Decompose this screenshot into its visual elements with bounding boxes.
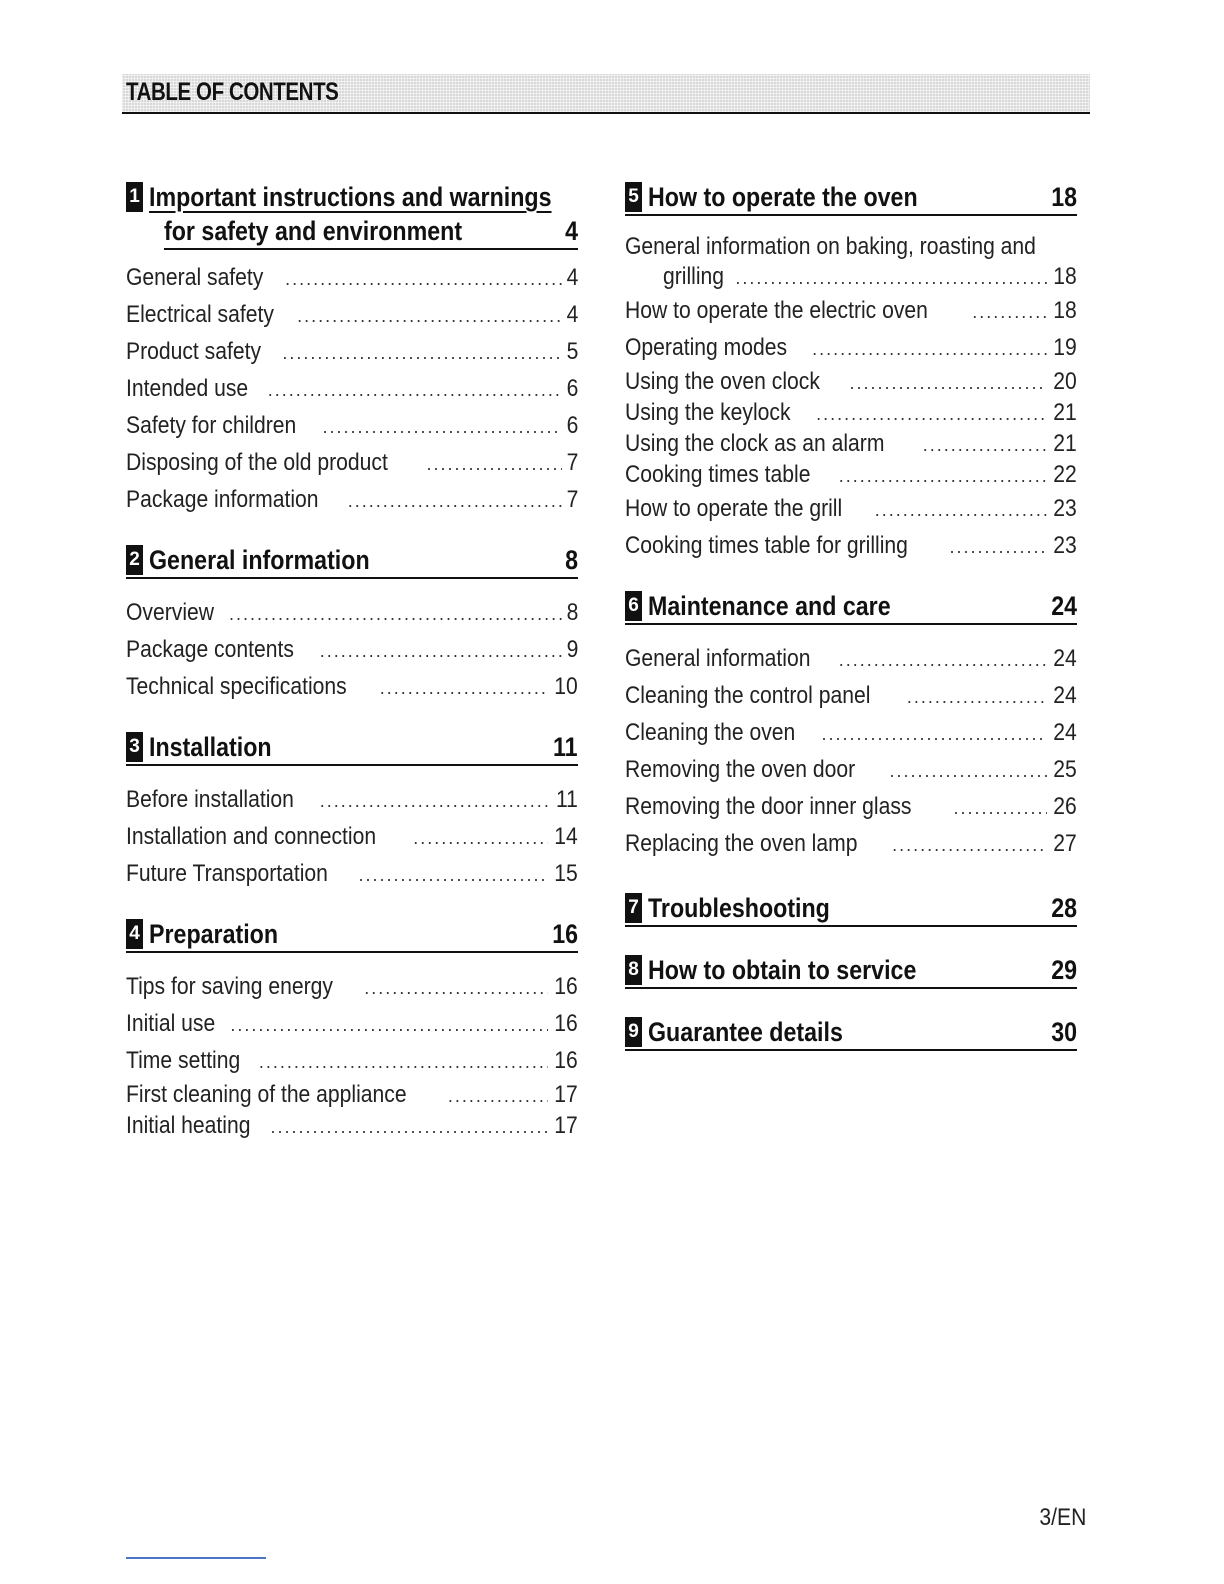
toc-entry[interactable]: [126, 595, 578, 632]
section-number-badge: 8: [625, 955, 642, 985]
entry-label: Product safety: [126, 338, 262, 365]
toc-entry[interactable]: [126, 334, 578, 371]
entry-label: General information: [625, 645, 811, 672]
dot-leader: [229, 597, 562, 632]
dot-leader: [839, 461, 1048, 491]
section-number-badge: 2: [126, 545, 143, 575]
entry-page: 24: [1053, 719, 1077, 746]
page-title: TABLE OF CONTENTS: [126, 78, 339, 106]
section-title: How to operate the oven: [648, 182, 918, 212]
entry-label: How to operate the grill: [625, 495, 843, 522]
header-bar: [122, 74, 1090, 114]
toc-entry[interactable]: [625, 752, 1077, 789]
dot-leader: [954, 791, 1048, 826]
entry-label: Initial heating: [126, 1112, 251, 1139]
toc-section-3: [126, 730, 578, 893]
entry-page: 16: [554, 1047, 578, 1074]
entry-label: Installation and connection: [126, 823, 377, 850]
toc-entry[interactable]: [625, 460, 1077, 491]
section-heading[interactable]: [126, 917, 578, 953]
entry-page: 26: [1053, 793, 1077, 820]
dot-leader: [816, 399, 1047, 429]
toc-entry[interactable]: [625, 429, 1077, 460]
section-title: Troubleshooting: [648, 893, 830, 923]
entry-label: Cooking times table: [625, 461, 811, 488]
section-title: Installation: [149, 732, 272, 762]
toc-section-8: [625, 953, 1077, 989]
section-number-badge: 4: [126, 919, 143, 949]
entry-page: 21: [1053, 430, 1077, 457]
section-heading[interactable]: [126, 730, 578, 766]
section-page: 16: [552, 919, 578, 949]
entry-label: General information on baking, roasting and: [625, 233, 1036, 260]
toc-entry[interactable]: [625, 330, 1077, 367]
dot-leader: [839, 643, 1048, 678]
entry-label: Initial use: [126, 1010, 216, 1037]
section-title-continued: for safety and environment: [164, 216, 463, 246]
section-heading[interactable]: [625, 589, 1077, 625]
toc-entry[interactable]: [126, 782, 578, 819]
entry-label: Before installation: [126, 786, 294, 813]
dot-leader: [972, 295, 1047, 330]
toc-entry[interactable]: [126, 260, 578, 297]
dot-leader: [890, 754, 1048, 789]
toc-section-1: [126, 180, 578, 519]
section-page: 30: [1051, 1017, 1077, 1047]
section-heading[interactable]: [126, 180, 578, 250]
section-title: Preparation: [149, 919, 279, 949]
entry-label: Disposing of the old product: [126, 449, 388, 476]
dot-leader: [268, 373, 562, 408]
section-title: How to obtain to service: [648, 955, 917, 985]
toc-entry[interactable]: [625, 641, 1077, 678]
dot-leader: [282, 336, 561, 371]
entry-label: General safety: [126, 264, 264, 291]
toc-entry[interactable]: [126, 408, 578, 445]
dot-leader: [812, 332, 1047, 367]
dot-leader: [892, 828, 1047, 863]
entry-page: 17: [554, 1112, 578, 1139]
dot-leader: [413, 821, 548, 856]
entry-page: 16: [554, 973, 578, 1000]
entry-page: 18: [1053, 263, 1077, 290]
toc-entry[interactable]: [126, 632, 578, 669]
toc-section-2: [126, 543, 578, 706]
entry-page: 10: [554, 673, 578, 700]
dot-leader: [735, 263, 1047, 293]
toc-section-9: [625, 1015, 1077, 1051]
toc-left-column: [126, 180, 578, 1156]
dot-leader: [949, 530, 1047, 565]
entry-label: Cleaning the control panel: [625, 682, 871, 709]
entry-label: Cooking times table for grilling: [625, 532, 908, 559]
entry-label: Tips for saving energy: [126, 973, 333, 1000]
section-number-badge: 7: [625, 893, 642, 923]
dot-leader: [821, 717, 1047, 752]
toc-section-4: [126, 917, 578, 1142]
section-number-badge: 1: [126, 182, 143, 212]
entry-label: First cleaning of the appliance: [126, 1081, 407, 1108]
section-title: Maintenance and care: [648, 591, 891, 621]
toc-entry[interactable]: [126, 669, 578, 706]
entry-page: 14: [554, 823, 578, 850]
entry-label: How to operate the electric oven: [625, 297, 928, 324]
entry-page: 18: [1053, 297, 1077, 324]
entry-label: Intended use: [126, 375, 249, 402]
section-title: Guarantee details: [648, 1017, 843, 1047]
toc-entry[interactable]: [625, 232, 1077, 293]
entry-page: 4: [566, 264, 578, 291]
entry-label: Package contents: [126, 636, 294, 663]
section-number-badge: 5: [625, 182, 642, 212]
toc-entry[interactable]: [126, 482, 578, 519]
entry-page: 6: [566, 412, 578, 439]
toc-entry[interactable]: [126, 1043, 578, 1080]
entry-label: Safety for children: [126, 412, 297, 439]
entry-page: 15: [554, 860, 578, 887]
toc-section-7: [625, 891, 1077, 927]
entry-page: 22: [1053, 461, 1077, 488]
toc-entry[interactable]: [126, 297, 578, 334]
section-page: 11: [553, 732, 578, 762]
toc-entry[interactable]: [625, 398, 1077, 429]
dot-leader: [875, 493, 1048, 528]
section-number-badge: 6: [625, 591, 642, 621]
section-title: Important instructions and warnings: [149, 182, 552, 212]
entry-label: Using the oven clock: [625, 368, 820, 395]
dot-leader: [448, 1081, 548, 1111]
toc-entry[interactable]: [126, 445, 578, 482]
entry-page: 27: [1053, 830, 1077, 857]
dot-leader: [230, 1008, 548, 1043]
toc-entry[interactable]: [625, 367, 1077, 398]
section-page: 8: [565, 545, 578, 575]
toc-entry[interactable]: [625, 826, 1077, 863]
entry-label: Removing the oven door: [625, 756, 856, 783]
dot-leader: [427, 447, 562, 482]
entry-label: Package information: [126, 486, 319, 513]
section-page: 29: [1051, 955, 1077, 985]
entry-page: 23: [1053, 532, 1077, 559]
toc-entry[interactable]: [625, 789, 1077, 826]
section-page: 28: [1051, 893, 1077, 923]
dot-leader: [320, 634, 562, 669]
section-page: 4: [565, 216, 578, 246]
dot-leader: [320, 784, 550, 819]
entry-label: Using the clock as an alarm: [625, 430, 885, 457]
entry-label-continued: grilling: [663, 263, 725, 290]
dot-leader: [907, 680, 1047, 715]
toc-entry[interactable]: [126, 1111, 578, 1142]
toc-entry[interactable]: [625, 293, 1077, 330]
toc-entry[interactable]: [126, 819, 578, 856]
entry-label: Future Transportation: [126, 860, 328, 887]
entry-page: 7: [566, 486, 578, 513]
entry-page: 25: [1053, 756, 1077, 783]
dot-leader: [297, 299, 562, 334]
toc-entry[interactable]: [126, 371, 578, 408]
entry-page: 7: [566, 449, 578, 476]
toc-entry[interactable]: [126, 969, 578, 1006]
entry-label: Technical specifications: [126, 673, 347, 700]
section-number-badge: 3: [126, 732, 143, 762]
dot-leader: [285, 262, 562, 297]
toc-entry[interactable]: [625, 715, 1077, 752]
entry-page: 19: [1053, 334, 1077, 361]
dot-leader: [358, 858, 548, 893]
entry-page: 16: [554, 1010, 578, 1037]
section-title: General information: [149, 545, 370, 575]
entry-label: Removing the door inner glass: [625, 793, 912, 820]
section-heading[interactable]: [625, 953, 1077, 989]
section-heading[interactable]: [625, 180, 1077, 216]
dot-leader: [270, 1112, 548, 1142]
section-heading[interactable]: [126, 543, 578, 579]
entry-label: Time setting: [126, 1047, 241, 1074]
section-number-badge: 9: [625, 1017, 642, 1047]
dot-leader: [380, 671, 549, 706]
entry-page: 20: [1053, 368, 1077, 395]
page-number: 3/EN: [1039, 1504, 1086, 1531]
entry-page: 4: [566, 301, 578, 328]
toc-entry[interactable]: [126, 1080, 578, 1111]
entry-page: 5: [566, 338, 578, 365]
entry-page: 8: [566, 599, 578, 626]
entry-label: Overview: [126, 599, 215, 626]
entry-page: 21: [1053, 399, 1077, 426]
entry-label: Replacing the oven lamp: [625, 830, 858, 857]
section-page: 24: [1051, 591, 1077, 621]
footer-divider: [126, 1557, 266, 1559]
toc-section-5: [625, 180, 1077, 565]
dot-leader: [923, 430, 1048, 460]
entry-label: Using the keylock: [625, 399, 791, 426]
entry-label: Operating modes: [625, 334, 788, 361]
toc-entry[interactable]: [625, 528, 1077, 565]
entry-page: 17: [554, 1081, 578, 1108]
dot-leader: [348, 484, 562, 519]
section-heading[interactable]: [625, 1015, 1077, 1051]
toc-entry[interactable]: [126, 856, 578, 893]
entry-page: 9: [566, 636, 578, 663]
dot-leader: [259, 1045, 548, 1080]
entry-page: 24: [1053, 645, 1077, 672]
entry-label: Electrical safety: [126, 301, 274, 328]
toc-section-6: [625, 589, 1077, 863]
section-heading[interactable]: [625, 891, 1077, 927]
toc-entry[interactable]: [625, 678, 1077, 715]
toc-entry[interactable]: [126, 1006, 578, 1043]
toc-right-column: [625, 180, 1077, 1067]
section-page: 18: [1051, 182, 1077, 212]
entry-page: 6: [566, 375, 578, 402]
dot-leader: [322, 410, 561, 445]
entry-page: 11: [556, 786, 578, 813]
toc-entry[interactable]: [625, 491, 1077, 528]
entry-label: Cleaning the oven: [625, 719, 796, 746]
dot-leader: [849, 368, 1047, 398]
dot-leader: [364, 971, 548, 1006]
entry-page: 23: [1053, 495, 1077, 522]
entry-page: 24: [1053, 682, 1077, 709]
